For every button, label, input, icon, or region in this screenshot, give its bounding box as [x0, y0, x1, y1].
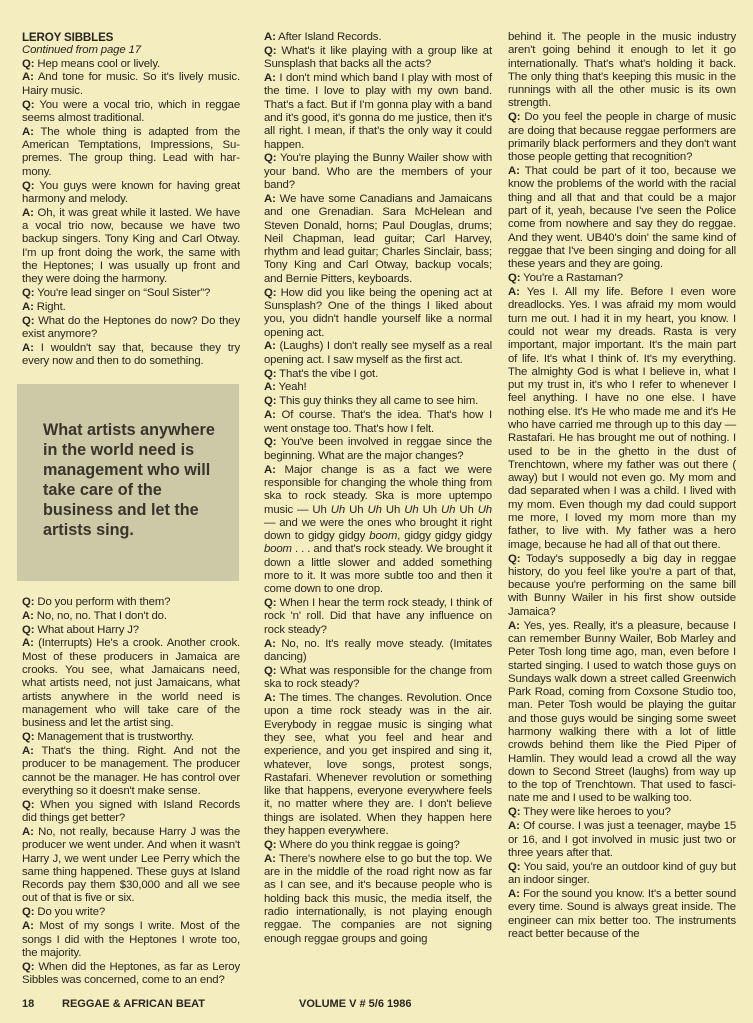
text-segment: boom: [264, 543, 292, 556]
question-paragraph: [508, 553, 736, 619]
paragraph-text: (Laughs) I don't really see myself as a real opening act. I saw myself as the first act.: [264, 340, 493, 366]
continued-note: Continued from page 17: [22, 44, 141, 57]
answer-paragraph: [508, 888, 736, 941]
text-segment: Major change is as a fact we were responsible for changing the whole thing from ska to rock steady. Ska is more uptempo music — Uh: [264, 463, 492, 516]
column-2: [264, 31, 492, 946]
paragraph-text: That's the thing. Right. And not the producer to be management. The producer cannot be the manager. He has control over everything so it doesn't make sense.: [22, 745, 240, 797]
answer-paragraph: [22, 126, 240, 179]
answer-paragraph: [508, 165, 736, 271]
interview-section: [508, 31, 736, 941]
speaker-label: A:: [264, 692, 276, 705]
speaker-label: Q:: [22, 314, 35, 327]
text-segment: . . . and that's rock steady. We brought it down a little slower and added something more to it. It was more subtle too and then it come down to one drop.: [264, 543, 492, 596]
question-paragraph: [22, 315, 240, 342]
speaker-label: Q:: [22, 179, 35, 192]
speaker-label: Q:: [264, 152, 277, 165]
speaker-label: Q:: [264, 367, 277, 380]
text-segment: Uh: [477, 503, 492, 516]
question-paragraph: [264, 368, 492, 381]
paragraph-text: Hep means cool or lively.: [37, 57, 161, 70]
speaker-label: A:: [22, 609, 34, 622]
paragraph-text: That could be part of it too, because we know the problems of the world with the racial thing and all that and that could be a major part of it, yeah, because I've seen the Police come from nowhere and say they do reggae. And they went. UB40's doin' the same kind of reggae that I've been singing and doing for all these years and they are going.: [508, 165, 736, 271]
text-segment: — and we were the ones who brought it right down to gidgy gidgy: [264, 516, 492, 543]
question-paragraph: [22, 596, 240, 609]
speaker-label: A:: [22, 825, 34, 838]
paragraph-text: There's nowhere else to go but the top. We are in the middle of the road right now as far as I can see, and it's because people who is holding back this music, the media itself, the radio internationally, is not playing enough reggae. The companies are not signing enough reggae groups and going: [264, 852, 493, 945]
question-paragraph: [22, 906, 240, 919]
paragraph-text: Yes, yes. Really, it's a pleasure, because I can remember Bunny Wailer, Bob Marley and Peter Tosh long time ago, man, even before I started singing. I used to watch those guys on Sundays walk down a street called Greenwich Park Road, coming from Coxsone Studio too, man. Peter Tosh would be playing the guitar and those guys would be singing some sweet harmony walking there with a lot of little crowds behind them like the Pied Piper of Hamlin. They would lead a crowd all the way down to Second Street (laughs) from way up to the top of Trenchtown. That used to fascinate me and I used to be walking too.: [508, 619, 737, 805]
speaker-label: A:: [264, 31, 276, 43]
page-number: 18: [22, 998, 35, 1010]
paragraph-text: No, not really, because Harry J was the producer we went under. And when it wasn't Harry J, we went under Lee Perry which the same thing happened. These guys at Island Records pay them $30,000 and all we see out of that is five or six.: [22, 825, 240, 905]
paragraph-text: After Island Records.: [278, 31, 382, 43]
answer-paragraph: [264, 853, 492, 946]
speaker-label: Q:: [22, 906, 35, 919]
speaker-label: Q:: [264, 286, 277, 299]
speaker-label: Q:: [508, 272, 521, 285]
question-paragraph: [22, 731, 240, 744]
paragraph-text: (Interrupts) He's a crook. Another crook. Most of these producers in Jamaica are crooks. You see, what Jamaicans need, what artists need, not just Jamaicans, what artists anywhere in the world need is management who will take care of the business and let the artist sing.: [22, 637, 241, 730]
speaker-label: A:: [22, 301, 34, 314]
speaker-label: Q:: [264, 395, 277, 408]
paragraph-text: I don't mind which band I play with most of the time. I love to play with my own band. That's a fact. But if I'm gonna play with a band and it's good, it's gonna do me justice, then it's all right. I mean, if that's the only way it could happen.: [264, 72, 492, 151]
interview-section: [22, 596, 240, 988]
answer-paragraph: [22, 610, 240, 623]
answer-paragraph: [264, 193, 492, 286]
speaker-label: A:: [508, 887, 520, 900]
answer-paragraph: [264, 464, 492, 597]
paragraph-text: Yes I. All my life. Before I even wore dreadlocks. Yes. I was afraid my mom would turn me out. I had it in my heart, you know. I could not wear my dreads. Rasta is very important, major important. It's the main part of life. It's what I think of. It's my everything. The almighty God is what I believe in, what I put my trust in, it's who I refer to whenever I feel anything. I have no one else. I have nothing else. It's He who made me and it's He who have carried me through up to this day — Rastafari. He has brought me out of nothing. I used to be in the ghetto in the dust of Trenchtown, where my father was out there ( away) but I would not even go. My mom and dad separated when I was a child. I lived with my mom. Even though my dad could support me more, I loved my mom more than my father, to live with. My father was a hero image, because he had all of that out there.: [508, 286, 736, 551]
answer-paragraph: [22, 301, 240, 314]
paragraph-text: Right.: [36, 301, 66, 314]
answer-paragraph: [264, 692, 492, 838]
answer-paragraph: [22, 71, 240, 98]
speaker-label: Q:: [508, 860, 521, 873]
paragraph-text: When did the Heptones, as far as Leroy Sibbles was concerned, come to an end?: [22, 960, 240, 987]
speaker-label: Q:: [22, 960, 35, 973]
speaker-label: Q:: [508, 806, 521, 819]
paragraph-text: And tone for music. So it's lively music. Hairy music.: [22, 71, 240, 97]
speaker-label: Q:: [264, 664, 277, 677]
pull-quote: What artists anywhere in the world need is management who will take care of the business and let the artists sing.: [17, 384, 239, 581]
paragraph-text: We have some Canadians and Jamaicans and one Grenadian. Sara McHelean and Steven Donald, horns; Paul Douglas, drums; Neil Chapman, lead guitar; Carl Harvey, rhythm and lead guitar; Charles Sinclair, bass; Tony King and Carl Otway, backup vocals; and Bernie Pitters, keyboards.: [264, 192, 492, 285]
speaker-label: Q:: [22, 287, 35, 300]
text-segment: Uh: [330, 503, 346, 516]
paragraph-text: Where do you think reggae is going?: [279, 838, 460, 851]
speaker-label: A:: [264, 72, 276, 85]
speaker-label: A:: [22, 125, 34, 138]
text-segment: , gidgy gidgy gidgy: [397, 530, 492, 543]
question-paragraph: [22, 287, 240, 300]
paragraph-text: When I hear the term rock steady, I think of rock 'n' roll. Did that have any influence on rock steady?: [264, 597, 493, 636]
issue-info: VOLUME V # 5/6 1986: [299, 998, 412, 1010]
answer-paragraph: [22, 920, 240, 960]
answer-paragraph: [264, 409, 492, 436]
paragraph-text: When you signed with Island Records did things get better?: [22, 798, 241, 825]
question-paragraph: [508, 861, 736, 888]
text-segment: Uh: [418, 503, 441, 516]
speaker-label: Q:: [22, 798, 35, 811]
speaker-label: Q:: [264, 597, 277, 610]
paragraph-text: How did you like being the opening act at Sunsplash? One of the things I liked about you, you didn't handle yourself like a normal opening act.: [264, 286, 492, 339]
paragraph-text: behind it. The people in the music industry aren't going behind it enough to let it go internationally. That's what's holding it back. The only thing that's keeping this music in the runnings with all the other music is its own strength.: [508, 31, 736, 110]
speaker-label: A:: [22, 71, 34, 84]
paragraph-text: Do you write?: [37, 906, 106, 919]
answer-paragraph: [22, 637, 240, 730]
speaker-label: A:: [508, 165, 520, 178]
text-segment: Uh: [404, 503, 419, 516]
paragraph-text: What do the Heptones do now? Do they exist anymore?: [22, 314, 240, 341]
question-paragraph: [22, 99, 240, 126]
question-paragraph: [508, 111, 736, 164]
speaker-label: Q:: [264, 44, 277, 57]
speaker-label: Q:: [264, 436, 277, 449]
interview-section: [264, 31, 492, 946]
question-paragraph: [22, 961, 240, 988]
text-segment: Uh: [381, 503, 405, 516]
speaker-label: A:: [264, 637, 276, 650]
question-paragraph: [264, 665, 492, 692]
speaker-label: A:: [264, 409, 276, 422]
answer-paragraph: [22, 342, 240, 369]
speaker-label: A:: [264, 340, 276, 353]
column-3: [508, 31, 736, 942]
publication-name: REGGAE & AFRICAN BEAT: [62, 998, 205, 1010]
answer-paragraph: [264, 340, 492, 367]
speaker-label: Q:: [508, 111, 521, 124]
speaker-label: Q:: [22, 98, 35, 111]
paragraph-text: I wouldn't say that, because they try every now and then to do something.: [22, 342, 240, 368]
paragraph-text: They were like heroes to you?: [523, 806, 671, 819]
paragraph-text: For the sound you know. It's a better sound every time. Sound is always great inside. The engineer can mix better too. The instruments react better because of the: [508, 887, 736, 940]
paragraph-text: Today's supposedly a big day in reggae history, do you feel like you're a part of that, because you're performing on the same bill with Bunny Wailer in his first show outside Jamaica?: [508, 552, 736, 618]
question-paragraph: [22, 180, 240, 207]
speaker-label: A:: [508, 286, 520, 299]
speaker-label: A:: [22, 206, 34, 219]
speaker-label: Q:: [22, 731, 35, 744]
paragraph-text: That's the vibe I got.: [279, 367, 379, 380]
speaker-label: A:: [264, 192, 276, 205]
paragraph-text: Oh, it was great while it lasted. We have a vocal trio now, because we have two backup singers. Tony King and Carl Otway. I'm up front doing the work, the same with the Heptones; I was usually up front and they were doing the harmony.: [22, 206, 241, 286]
speaker-label: A:: [264, 381, 276, 394]
answer-paragraph: [508, 286, 736, 552]
paragraph-text: No, no. It's really move steady. (Imitates dancing): [264, 637, 493, 663]
paragraph-text: The whole thing is adapted from the American Temptations, Impressions, Supremes. The group thing. Lead with harmony.: [22, 125, 241, 178]
paragraph-text: Management that is trustworthy.: [37, 731, 194, 744]
speaker-label: A:: [508, 820, 520, 833]
paragraph-text: Most of my songs I write. Most of the songs I did with the Heptones I wrote too, the majority.: [22, 920, 240, 959]
speaker-label: Q:: [22, 57, 35, 70]
question-paragraph: [264, 597, 492, 637]
answer-paragraph: [264, 31, 492, 44]
speaker-label: A:: [22, 342, 34, 355]
paragraph-text: You were a vocal trio, which in reggae seems almost traditional.: [22, 98, 241, 124]
question-paragraph: [22, 624, 240, 637]
question-paragraph: [22, 58, 240, 71]
paragraph-text: What's it like playing with a group like at Sunsplash that backs all the acts?: [264, 44, 492, 71]
paragraph-text: Do you feel the people in charge of music are doing that because reggae performers are primarily black performers and they don't want those people getting that recognition?: [508, 111, 737, 164]
question-paragraph: [508, 272, 736, 285]
question-paragraph: [22, 799, 240, 826]
text-segment: Uh: [441, 503, 456, 516]
paragraph-text: Do you perform with them?: [37, 595, 171, 608]
speaker-label: A:: [508, 619, 520, 632]
paragraph-text: You've been involved in reggae since the beginning. What are the major changes?: [264, 436, 493, 462]
speaker-label: Q:: [264, 838, 277, 851]
answer-paragraph: [22, 826, 240, 906]
question-paragraph: [264, 839, 492, 852]
paragraph-text: The times. The changes. Revolution. Once upon a time rock steady was in the air. Everybody in reggae music is singing what they see, what you feel and hear and experience, and you get inspired and sing it, whatever, love songs, protest songs, Rastafari. Whenever revolution or something like that happens, everyone everywhere feels it, no matter where they are. I don't believe things are isolated. When they happen here they happen everywhere.: [264, 692, 492, 838]
answer-paragraph: [508, 820, 736, 860]
speaker-label: Q:: [22, 623, 35, 636]
paragraph-text: No, no, no. That I don't do.: [36, 609, 167, 622]
interview-section: [22, 58, 240, 369]
text-segment: boom: [369, 530, 398, 543]
paragraph-text: What about Harry J?: [37, 623, 139, 636]
speaker-label: Q:: [22, 595, 35, 608]
paragraph-text: Yeah!: [278, 381, 307, 394]
paragraph-text: Of course. That's the idea. That's how I went onstage too. That's how I felt.: [264, 409, 492, 435]
answer-paragraph: [508, 620, 736, 806]
text-segment: Uh: [455, 503, 478, 516]
question-paragraph: [508, 806, 736, 819]
speaker-label: A:: [264, 463, 276, 476]
speaker-label: Q:: [508, 552, 521, 565]
paragraph-text: You're lead singer on “Soul Sister”?: [37, 287, 211, 300]
paragraph-text: This guy thinks they all came to see him.: [279, 395, 479, 408]
question-paragraph: [264, 45, 492, 72]
question-paragraph: [264, 152, 492, 192]
text-segment: Uh: [345, 503, 368, 516]
question-paragraph: [264, 395, 492, 408]
answer-paragraph: [264, 638, 492, 665]
paragraph-text: What was responsible for the change from ska to rock steady?: [264, 664, 492, 691]
text-segment: Uh: [367, 503, 382, 516]
question-paragraph: [264, 436, 492, 463]
paragraph-text: Of course. I was just a teenager, maybe 15 or 16, and I got involved in music just two or three years after that.: [508, 820, 736, 859]
paragraph-text: You said, you're an outdoor kind of guy but an indoor singer.: [508, 860, 736, 887]
answer-paragraph: [22, 745, 240, 798]
paragraph-text: You're playing the Bunny Wailer show with your band. Who are the members of your band?: [264, 152, 492, 192]
answer-paragraph: [22, 207, 240, 287]
continued-paragraph: [508, 31, 736, 111]
speaker-label: A:: [22, 637, 34, 650]
article-title: LEROY SIBBLES: [22, 31, 114, 44]
speaker-label: A:: [22, 920, 34, 933]
speaker-label: A:: [264, 852, 276, 865]
question-paragraph: [264, 287, 492, 340]
column-1: [22, 31, 240, 988]
paragraph-text: You guys were known for having great harmony and melody.: [22, 179, 240, 205]
paragraph-text: You're a Rastaman?: [523, 272, 623, 285]
speaker-label: A:: [22, 745, 34, 757]
answer-paragraph: [264, 381, 492, 394]
answer-paragraph: [264, 72, 492, 152]
